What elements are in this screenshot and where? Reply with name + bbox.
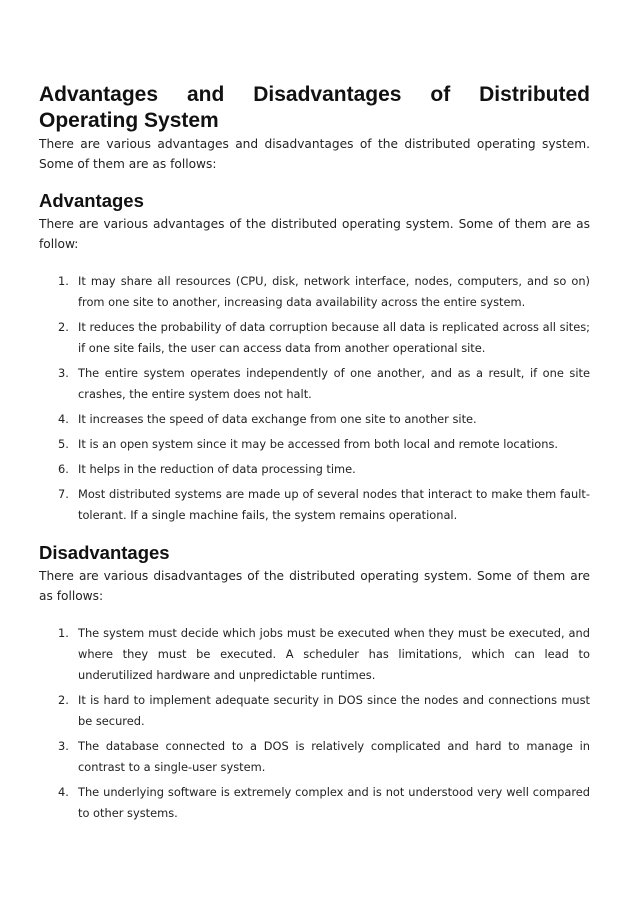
list-item-text: Most distributed systems are made up of several nodes that interact to make them fault-tolerant. If a single machine fails, the system remains operational. bbox=[78, 487, 590, 522]
advantages-heading: Advantages bbox=[39, 190, 144, 211]
disadvantages-list bbox=[39, 623, 590, 824]
list-number: 2. bbox=[58, 320, 69, 334]
disadvantages-heading: Disadvantages bbox=[39, 542, 170, 563]
list-number: 3. bbox=[58, 366, 69, 380]
advantages-list bbox=[39, 271, 590, 526]
document-page bbox=[39, 82, 590, 828]
list-item-text: It is an open system since it may be accessed from both local and remote locations. bbox=[78, 437, 559, 451]
title-word: and bbox=[186, 83, 225, 106]
list-number: 7. bbox=[58, 487, 69, 501]
list-number: 5. bbox=[58, 437, 69, 451]
list-item bbox=[39, 459, 590, 480]
list-item-text: The entire system operates independently of one another, and as a result, if one site crashes, the entire system does not halt. bbox=[78, 366, 590, 401]
title-line-1 bbox=[39, 82, 590, 108]
list-item bbox=[39, 690, 590, 732]
list-item bbox=[39, 484, 590, 526]
list-number: 3. bbox=[58, 739, 69, 753]
page-title bbox=[39, 82, 590, 134]
list-item bbox=[39, 317, 590, 359]
list-item bbox=[39, 271, 590, 313]
list-item bbox=[39, 409, 590, 430]
list-item bbox=[39, 782, 590, 824]
list-number: 1. bbox=[58, 626, 69, 640]
title-word: Advantages bbox=[39, 83, 159, 106]
list-item-text: It may share all resources (CPU, disk, network interface, nodes, computers, and so on) from one site to another, increasing data availability across the entire system. bbox=[78, 274, 590, 309]
list-number: 4. bbox=[58, 785, 69, 799]
list-item-text: The database connected to a DOS is relatively complicated and hard to manage in contrast to a single-user system. bbox=[78, 739, 590, 774]
list-item-text: It reduces the probability of data corruption because all data is replicated across all sites; if one site fails, the user can access data from another operational site. bbox=[78, 320, 590, 355]
list-item-text: The system must decide which jobs must be executed when they must be executed, and where they must be executed. A scheduler has limitations, which can lead to underutilized hardware and unpredictable runtimes. bbox=[78, 626, 590, 682]
list-item-text: It is hard to implement adequate security in DOS since the nodes and connections must be secured. bbox=[78, 693, 590, 728]
list-number: 4. bbox=[58, 412, 69, 426]
list-item bbox=[39, 363, 590, 405]
list-item-text: It increases the speed of data exchange from one site to another site. bbox=[78, 412, 477, 426]
disadvantages-intro: There are various disadvantages of the distributed operating system. Some of them are as follows: bbox=[39, 569, 590, 603]
advantages-intro: There are various advantages of the distributed operating system. Some of them are as follow: bbox=[39, 217, 590, 251]
intro-paragraph: There are various advantages and disadvantages of the distributed operating system. Some of them are as follows: bbox=[39, 137, 590, 171]
list-number: 2. bbox=[58, 693, 69, 707]
title-word: of bbox=[430, 83, 451, 106]
list-item bbox=[39, 736, 590, 778]
list-item bbox=[39, 434, 590, 455]
list-number: 1. bbox=[58, 274, 69, 288]
title-word: Disadvantages bbox=[253, 83, 402, 106]
list-item-text: It helps in the reduction of data processing time. bbox=[78, 462, 356, 476]
title-line-2: Operating System bbox=[39, 109, 219, 132]
title-word: Distributed bbox=[479, 83, 590, 106]
list-number: 6. bbox=[58, 462, 69, 476]
list-item-text: The underlying software is extremely complex and is not understood very well compared to other systems. bbox=[78, 785, 590, 820]
list-item bbox=[39, 623, 590, 686]
